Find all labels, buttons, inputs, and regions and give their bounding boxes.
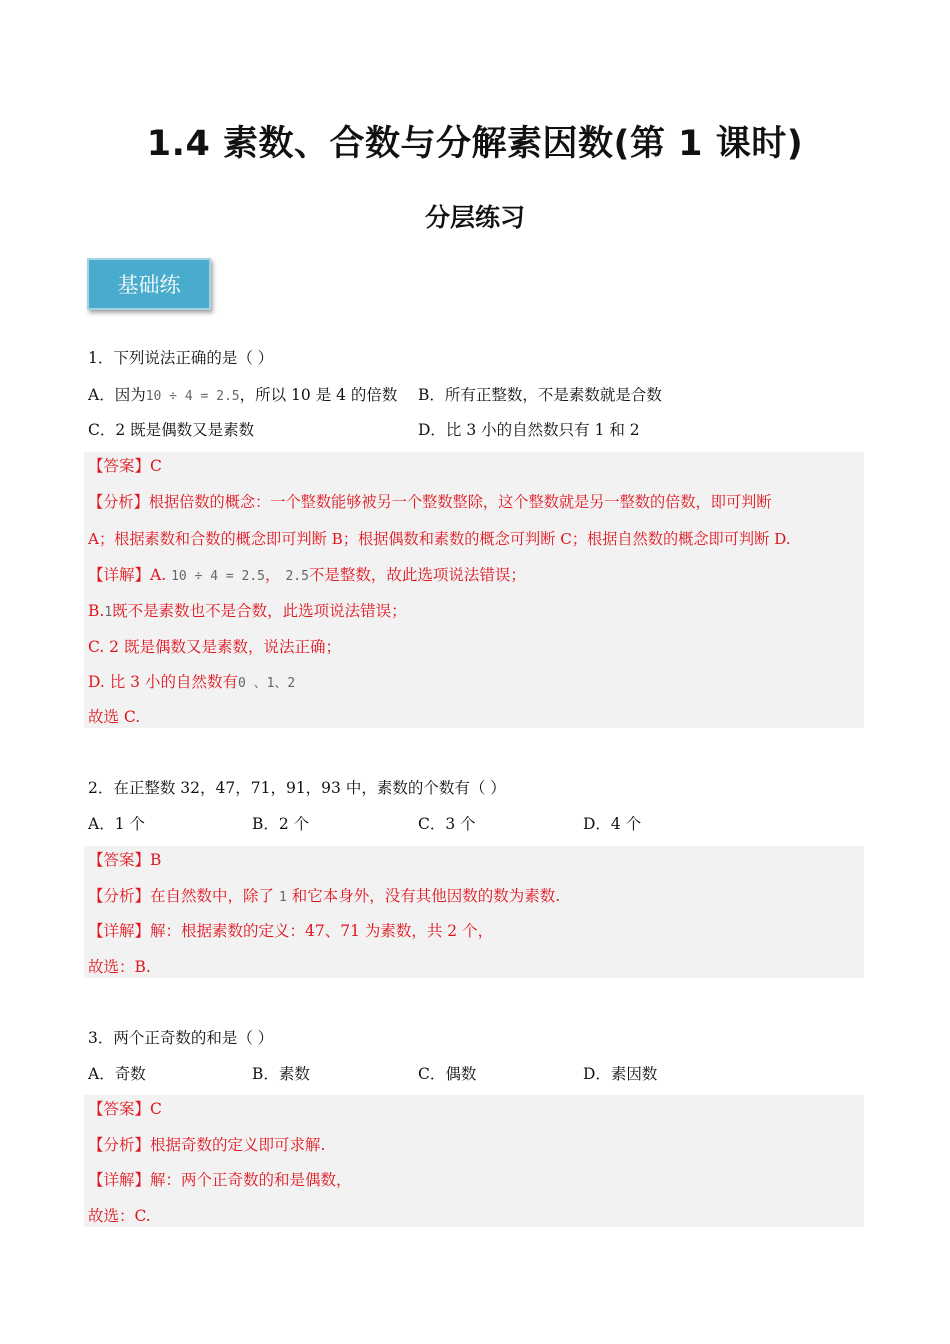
q1-option-a — [88, 385, 397, 407]
q2-analysis-text2: 和它本身外，没有其他因数的数为素数. — [291, 887, 561, 905]
q1-detail-d-text: D. 比 3 小的自然数有 — [88, 673, 238, 691]
q2-option-b: B．2 个 — [252, 815, 310, 833]
section-badge: 基础练 — [87, 258, 211, 310]
q1-detail-c: C. 2 既是偶数又是素数，说法正确； — [88, 638, 341, 656]
q3-answer-box — [84, 1095, 864, 1227]
q1-option-a-text1: A．因为 — [88, 386, 146, 404]
q1-detail-b-math: 1 — [104, 605, 113, 620]
q3-option-a: A．奇数 — [88, 1065, 146, 1083]
q1-analysis-line1: 【分析】根据倍数的概念：一个整数能够被另一个整数整除，这个整数就是另一整数的倍数，即可判断 — [88, 493, 772, 511]
q3-option-d: D．素因数 — [583, 1065, 658, 1083]
q1-analysis-line2: A；根据素数和合数的概念即可判断 B；根据偶数和素数的概念可判断 C；根据自然数的概念即可判断 D. — [88, 530, 791, 548]
q1-detail-b-text1: B. — [88, 602, 105, 620]
q1-detail-a-text1: 【详解】A. — [88, 566, 167, 584]
q2-analysis-text1: 【分析】在自然数中，除了 — [88, 887, 275, 905]
q2-analysis-math: 1 — [278, 890, 287, 905]
q1-option-b: B．所有正整数，不是素数就是合数 — [418, 386, 662, 404]
q1-option-d: D．比 3 小的自然数只有 1 和 2 — [418, 421, 640, 439]
q1-detail-b-text2: 既不是素数也不是合数，此选项说法错误； — [112, 602, 407, 620]
q1-option-a-text2: ，所以 10 是 4 的倍数 — [239, 386, 398, 404]
q2-analysis — [88, 886, 560, 908]
q1-detail-a-comma: ， — [264, 566, 281, 584]
q1-detail-d — [88, 672, 295, 694]
q2-option-d: D．4 个 — [583, 815, 642, 833]
q2-detail: 【详解】解：根据素数的定义：47、71 为素数，共 2 个， — [88, 922, 494, 940]
q1-option-a-math: 10 ÷ 4 = 2.5 — [145, 389, 240, 404]
q1-detail-a-math2: 2.5 — [285, 569, 309, 584]
page-title: 1.4 素数、合数与分解素因数(第 1 课时) — [146, 124, 804, 164]
q1-stem: 1．下列说法正确的是（ ） — [88, 349, 274, 367]
q3-conclusion: 故选：C. — [88, 1207, 151, 1225]
q1-option-c: C．2 既是偶数又是素数 — [88, 421, 255, 439]
page-subtitle: 分层练习 — [424, 203, 525, 232]
q3-option-c: C．偶数 — [418, 1065, 477, 1083]
q1-answer: 【答案】C — [88, 457, 162, 475]
q2-option-a: A．1 个 — [88, 815, 145, 833]
q1-conclusion: 故选 C. — [88, 708, 141, 726]
q1-detail-a — [88, 565, 526, 587]
q2-option-c: C．3 个 — [418, 815, 476, 833]
q3-detail: 【详解】解：两个正奇数的和是偶数， — [88, 1171, 352, 1189]
q2-conclusion: 故选：B. — [88, 958, 151, 976]
q1-detail-a-math1: 10 ÷ 4 = 2.5 — [171, 569, 265, 584]
q2-stem: 2．在正整数 32，47，71，91，93 中，素数的个数有（ ） — [88, 779, 506, 797]
q1-detail-b — [88, 601, 407, 623]
q3-answer: 【答案】C — [88, 1100, 162, 1118]
q2-answer-box — [84, 846, 864, 978]
q3-option-b: B．素数 — [252, 1065, 310, 1083]
q1-detail-a-text2: 不是整数，故此选项说法错误； — [308, 566, 526, 584]
q1-detail-d-math: 0 、1、2 — [237, 676, 296, 691]
q3-stem: 3．两个正奇数的和是（ ） — [88, 1029, 274, 1047]
q3-analysis: 【分析】根据奇数的定义即可求解. — [88, 1136, 326, 1154]
q2-answer: 【答案】B — [88, 851, 162, 869]
